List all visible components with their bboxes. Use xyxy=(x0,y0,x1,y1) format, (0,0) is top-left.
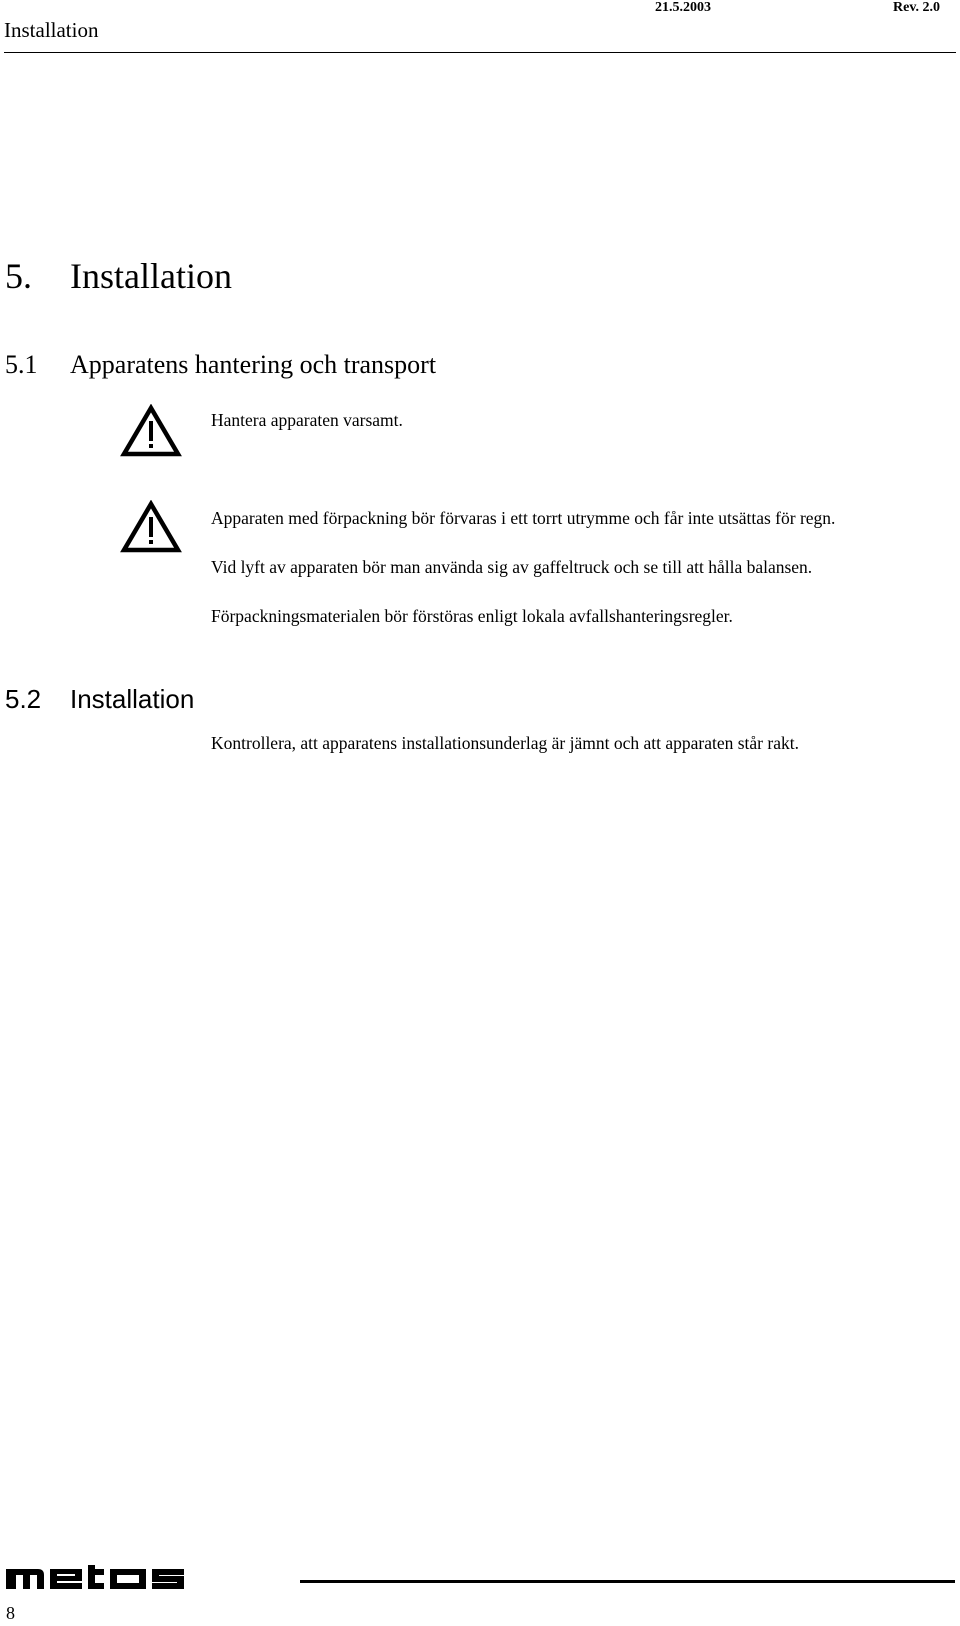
chapter-number: 5. xyxy=(5,256,32,296)
chapter-title: Installation xyxy=(70,256,232,296)
paragraph-lifting: Vid lyft av apparaten bör man använda sig av gaffeltruck och se till att hålla balansen. xyxy=(211,557,813,577)
section-heading-5-1 xyxy=(5,350,436,380)
header-divider xyxy=(4,52,956,53)
warning-triangle-icon xyxy=(120,500,182,554)
header-date: 21.5.2003 xyxy=(655,0,711,15)
paragraph-packaging: Förpackningsmaterialen bör förstöras enligt lokala avfallshanteringsregler. xyxy=(211,606,733,626)
header-revision: Rev. 2.0 xyxy=(893,0,941,15)
chapter-heading xyxy=(5,255,232,297)
section-number: 5.1 xyxy=(5,350,38,379)
section-title: Apparatens hantering och transport xyxy=(70,350,437,379)
warning-text-handle-carefully: Hantera apparaten varsamt. xyxy=(211,410,403,430)
header-section-title: Installation xyxy=(4,18,99,42)
section-number: 5.2 xyxy=(5,684,42,714)
warning-text-storage: Apparaten med förpackning bör förvaras i ett torrt utrymme och får inte utsättas för regn. xyxy=(211,508,836,528)
metos-logo xyxy=(4,1563,214,1596)
paragraph-installation-check: Kontrollera, att apparatens installationsunderlag är jämnt och att apparaten står rakt. xyxy=(211,733,799,753)
section-title: Installation xyxy=(70,684,195,714)
page-number: 8 xyxy=(6,1603,15,1623)
section-heading-5-2 xyxy=(5,684,194,715)
footer-divider xyxy=(300,1580,955,1583)
warning-triangle-icon xyxy=(120,404,182,458)
